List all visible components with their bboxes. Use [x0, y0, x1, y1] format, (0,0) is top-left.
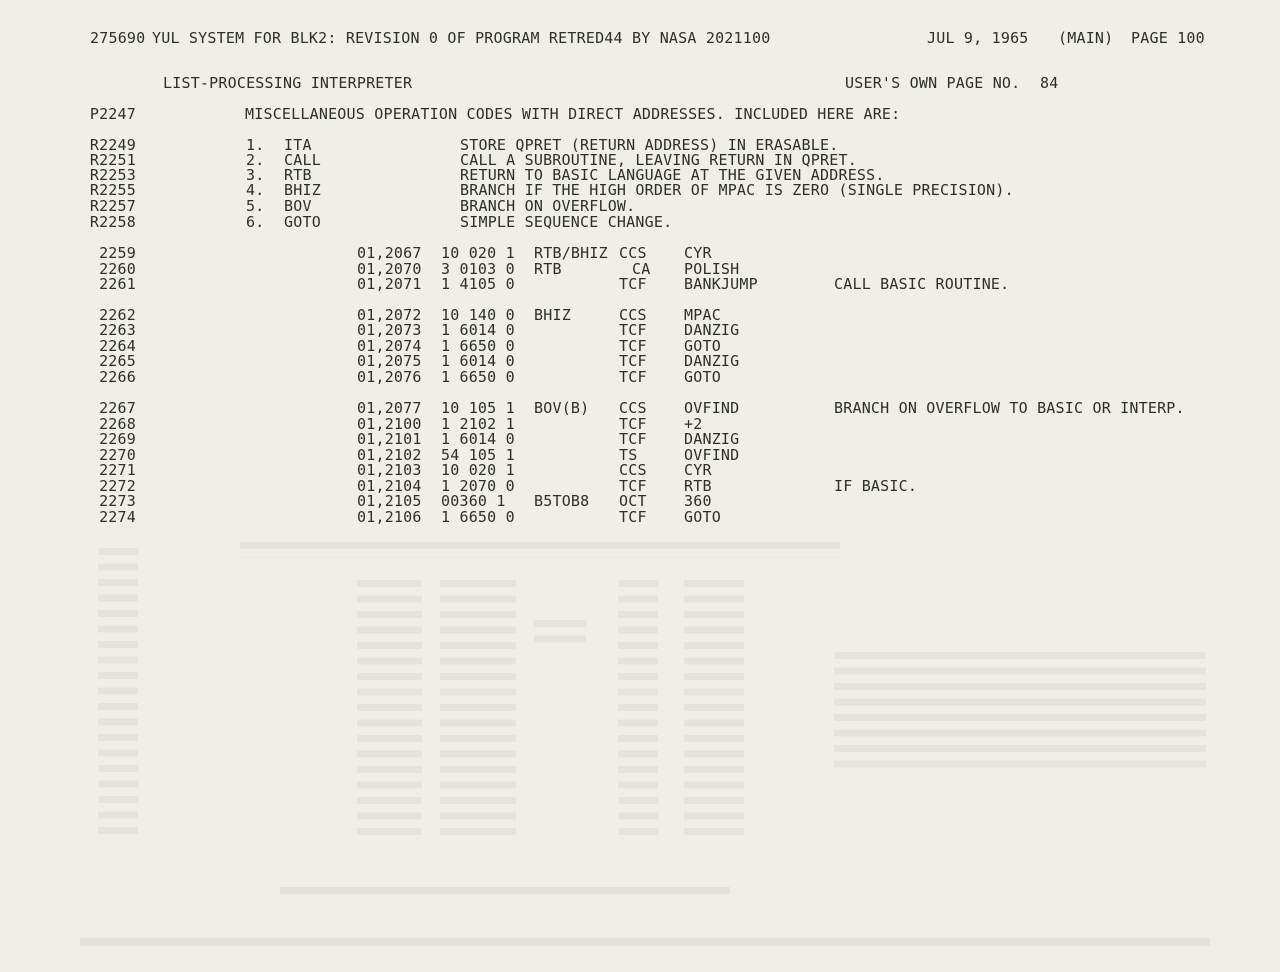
line-number: P2247	[89, 105, 136, 123]
code-comment: IF BASIC.	[834, 477, 918, 495]
op-mnemonic: CA	[632, 260, 651, 278]
octal-word: 1 4105 0	[441, 275, 515, 293]
line-number: 2259	[99, 244, 136, 262]
op-mnemonic: TCF	[619, 337, 647, 355]
opcode-description: CALL A SUBROUTINE, LEAVING RETURN IN QPRET.	[460, 151, 857, 169]
code-label: BHIZ	[534, 306, 571, 324]
memory-address: 01,2105	[357, 492, 422, 510]
op-mnemonic: TCF	[619, 415, 647, 433]
line-number: 2273	[99, 492, 136, 510]
item-number: 4.	[246, 181, 265, 199]
line-number: 2271	[99, 461, 136, 479]
remark-text: MISCELLANEOUS OPERATION CODES WITH DIRECT ADDRESSES. INCLUDED HERE ARE:	[245, 105, 901, 123]
op-mnemonic: TCF	[619, 352, 647, 370]
item-number: 1.	[246, 136, 265, 154]
operand: CYR	[684, 244, 712, 262]
operand: DANZIG	[684, 352, 740, 370]
operand: BANKJUMP	[684, 275, 758, 293]
op-mnemonic: TCF	[619, 508, 647, 526]
octal-word: 54 105 1	[441, 446, 515, 464]
page-number: PAGE 100	[1131, 29, 1205, 47]
code-line	[0, 322, 1280, 338]
item-number: 5.	[246, 197, 265, 215]
operand: DANZIG	[684, 321, 740, 339]
memory-address: 01,2076	[357, 368, 422, 386]
op-mnemonic: TCF	[619, 275, 647, 293]
operand: POLISH	[684, 260, 740, 278]
code-line	[0, 493, 1280, 509]
user-page-label: USER'S OWN PAGE NO.	[845, 74, 1021, 92]
operand: OVFIND	[684, 399, 740, 417]
memory-address: 01,2074	[357, 337, 422, 355]
item-number: 6.	[246, 213, 265, 231]
item-number: 2.	[246, 151, 265, 169]
show-through-shadow	[240, 542, 840, 558]
opcode-description: BRANCH ON OVERFLOW.	[460, 197, 636, 215]
op-mnemonic: TS	[619, 446, 638, 464]
opcode-description: SIMPLE SEQUENCE CHANGE.	[460, 213, 673, 231]
memory-address: 01,2073	[357, 321, 422, 339]
line-number: 2272	[99, 477, 136, 495]
line-number: 2270	[99, 446, 136, 464]
page-subheader	[0, 75, 1280, 91]
line-number: R2251	[89, 151, 136, 169]
code-label: BOV(B)	[534, 399, 590, 417]
memory-address: 01,2070	[357, 260, 422, 278]
operand: 360	[684, 492, 712, 510]
line-number: 2267	[99, 399, 136, 417]
octal-word: 10 020 1	[441, 461, 515, 479]
module-name: LIST-PROCESSING INTERPRETER	[163, 74, 413, 92]
code-line	[0, 509, 1280, 525]
line-number: R2249	[89, 136, 136, 154]
memory-address: 01,2100	[357, 415, 422, 433]
op-mnemonic: TCF	[619, 321, 647, 339]
code-line	[0, 400, 1280, 416]
memory-address: 01,2075	[357, 352, 422, 370]
user-page-number: 84	[1040, 74, 1059, 92]
octal-word: 1 6650 0	[441, 368, 515, 386]
opcode-description: BRANCH IF THE HIGH ORDER OF MPAC IS ZERO (SINGLE PRECISION).	[460, 181, 1014, 199]
op-mnemonic: OCT	[619, 492, 647, 510]
octal-word: 10 020 1	[441, 244, 515, 262]
memory-address: 01,2104	[357, 477, 422, 495]
code-line	[0, 431, 1280, 447]
op-mnemonic: TCF	[619, 368, 647, 386]
code-line	[0, 245, 1280, 261]
octal-word: 1 2070 0	[441, 477, 515, 495]
code-line	[0, 369, 1280, 385]
operand: CYR	[684, 461, 712, 479]
operand: DANZIG	[684, 430, 740, 448]
memory-address: 01,2102	[357, 446, 422, 464]
operand: GOTO	[684, 368, 721, 386]
listing-serial: 275690	[90, 29, 146, 47]
octal-word: 1 2102 1	[441, 415, 515, 433]
item-number: 3.	[246, 166, 265, 184]
line-number: 2269	[99, 430, 136, 448]
code-label: RTB	[534, 260, 562, 278]
op-mnemonic: CCS	[619, 306, 647, 324]
memory-address: 01,2103	[357, 461, 422, 479]
code-line	[0, 276, 1280, 292]
line-number: 2263	[99, 321, 136, 339]
memory-address: 01,2101	[357, 430, 422, 448]
memory-address: 01,2072	[357, 306, 422, 324]
line-number: R2258	[89, 213, 136, 231]
listing-title: YUL SYSTEM FOR BLK2: REVISION 0 OF PROGRAM RETRED44 BY NASA 2021100	[152, 29, 771, 47]
code-label: B5TOB8	[534, 492, 590, 510]
opcode-name: ITA	[284, 136, 312, 154]
line-number: 2260	[99, 260, 136, 278]
octal-word: 1 6014 0	[441, 430, 515, 448]
memory-address: 01,2071	[357, 275, 422, 293]
opcode-name: GOTO	[284, 213, 321, 231]
opcode-name: CALL	[284, 151, 321, 169]
octal-word: 1 6014 0	[441, 352, 515, 370]
octal-word: 00360 1	[441, 492, 506, 510]
show-through-shadow	[80, 938, 1210, 946]
opcode-list-item	[0, 182, 1280, 198]
operand: +2	[684, 415, 703, 433]
listing-section: (MAIN)	[1058, 29, 1114, 47]
opcode-name: BHIZ	[284, 181, 321, 199]
octal-word: 1 6650 0	[441, 337, 515, 355]
line-number: 2261	[99, 275, 136, 293]
line-number: 2265	[99, 352, 136, 370]
octal-word: 3 0103 0	[441, 260, 515, 278]
show-through-shadow	[534, 620, 586, 651]
memory-address: 01,2077	[357, 399, 422, 417]
line-number: R2255	[89, 181, 136, 199]
remark-line	[0, 106, 1280, 122]
operand: OVFIND	[684, 446, 740, 464]
operand: MPAC	[684, 306, 721, 324]
line-number: R2253	[89, 166, 136, 184]
code-line	[0, 462, 1280, 478]
operand: GOTO	[684, 508, 721, 526]
opcode-list-item	[0, 198, 1280, 214]
opcode-name: RTB	[284, 166, 312, 184]
line-number: 2264	[99, 337, 136, 355]
code-line	[0, 353, 1280, 369]
octal-word: 10 140 0	[441, 306, 515, 324]
show-through-shadow	[98, 548, 138, 840]
show-through-shadow	[618, 580, 658, 842]
show-through-shadow	[440, 580, 516, 842]
line-number: R2257	[89, 197, 136, 215]
opcode-name: BOV	[284, 197, 312, 215]
code-label: RTB/BHIZ	[534, 244, 608, 262]
op-mnemonic: TCF	[619, 430, 647, 448]
octal-word: 1 6650 0	[441, 508, 515, 526]
show-through-shadow	[834, 652, 1206, 776]
opcode-list-item	[0, 214, 1280, 230]
line-number: 2268	[99, 415, 136, 433]
opcode-description: RETURN TO BASIC LANGUAGE AT THE GIVEN ADDRESS.	[460, 166, 885, 184]
line-number: 2262	[99, 306, 136, 324]
operand: RTB	[684, 477, 712, 495]
operand: GOTO	[684, 337, 721, 355]
show-through-shadow	[684, 580, 744, 842]
octal-word: 1 6014 0	[441, 321, 515, 339]
op-mnemonic: CCS	[619, 244, 647, 262]
code-comment: CALL BASIC ROUTINE.	[834, 275, 1010, 293]
code-comment: BRANCH ON OVERFLOW TO BASIC OR INTERP.	[834, 399, 1185, 417]
line-number: 2266	[99, 368, 136, 386]
op-mnemonic: CCS	[619, 461, 647, 479]
memory-address: 01,2067	[357, 244, 422, 262]
memory-address: 01,2106	[357, 508, 422, 526]
page-header	[0, 30, 1280, 46]
listing-date: JUL 9, 1965	[927, 29, 1029, 47]
octal-word: 10 105 1	[441, 399, 515, 417]
op-mnemonic: TCF	[619, 477, 647, 495]
opcode-description: STORE QPRET (RETURN ADDRESS) IN ERASABLE.	[460, 136, 839, 154]
show-through-shadow	[357, 580, 422, 842]
line-number: 2274	[99, 508, 136, 526]
show-through-shadow	[280, 887, 730, 894]
op-mnemonic: CCS	[619, 399, 647, 417]
